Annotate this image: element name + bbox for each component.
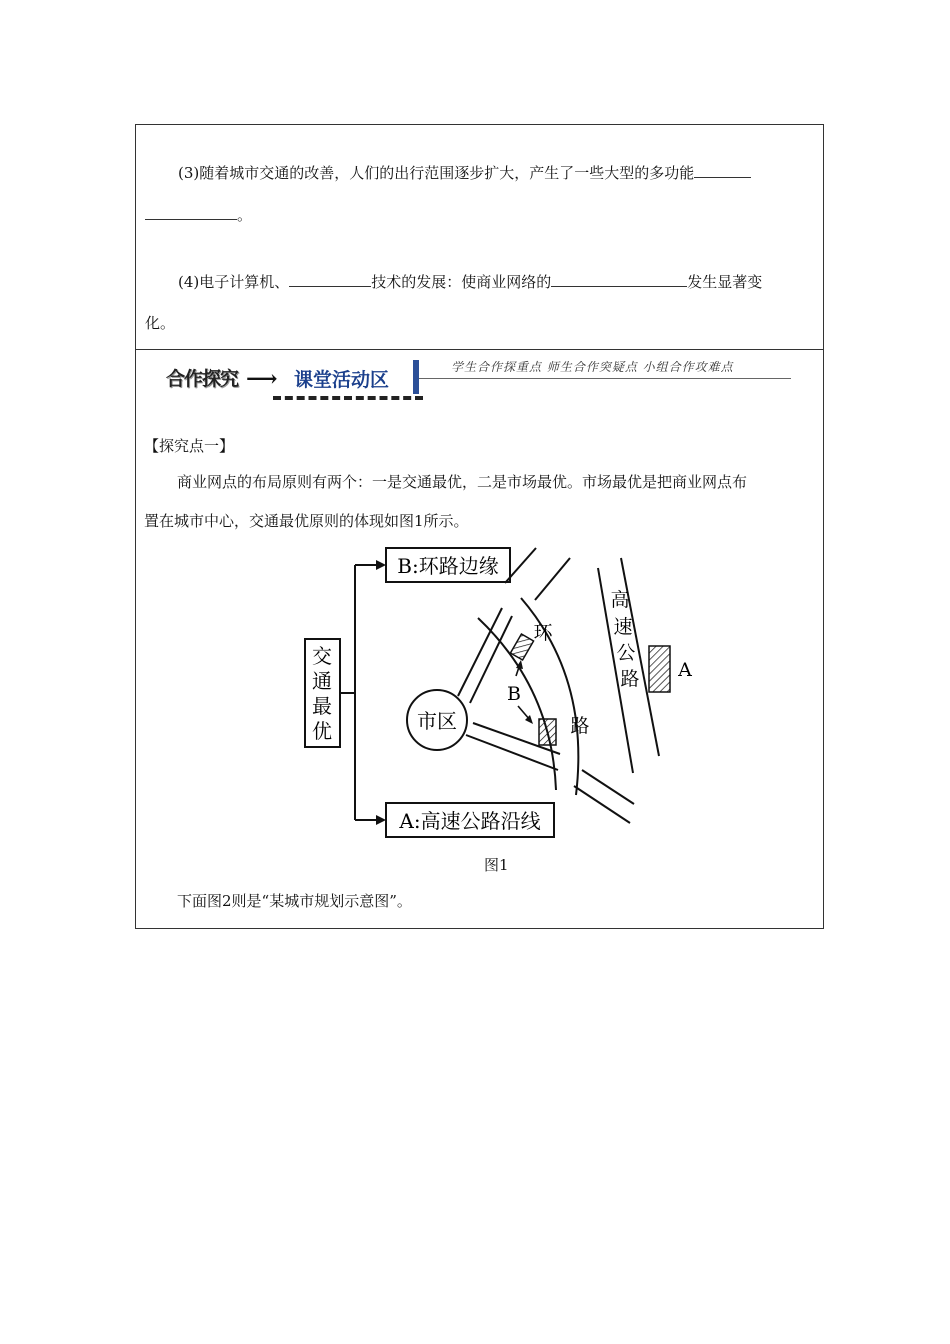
para2: 下面图2则是“某城市规划示意图”。 — [177, 892, 412, 910]
item-3-line-2 — [145, 205, 252, 225]
item-3-end: 。 — [237, 206, 253, 224]
highway-char-1: 速 — [613, 616, 633, 638]
blank-4a — [289, 272, 371, 287]
arrow-right-icon: ⟶ — [246, 366, 278, 392]
section-fill-blanks — [136, 125, 823, 350]
item-4-line-1 — [178, 272, 762, 292]
blank-3b — [145, 205, 237, 220]
label-a: A — [678, 659, 692, 681]
item-4-part-c: 发生显著变 — [687, 273, 763, 291]
highway-char-3: 路 — [620, 668, 640, 690]
item-3-text: (3)随着城市交通的改善，人们的出行范围逐步扩大，产生了一些大型的多功能 — [178, 164, 695, 182]
top-road-edge-2 — [535, 558, 570, 600]
city-label: 市区 — [417, 709, 457, 733]
banner-dashed-underline — [273, 396, 423, 400]
box-a-label: A:高速公路沿线 — [399, 809, 541, 833]
banner-left-text: 合作探究 — [166, 368, 239, 390]
figure-caption: 图1 — [484, 856, 509, 874]
left-char-3: 优 — [312, 719, 332, 743]
banner-bar — [413, 360, 419, 394]
highway-char-0: 高 — [610, 589, 630, 611]
left-char-2: 最 — [312, 694, 332, 718]
arrow-to-a-icon — [376, 815, 386, 825]
para1-line-2: 置在城市中心，交通最优原则的体现如图1所示。 — [144, 512, 469, 530]
para1-line-1: 商业网点的布局原则有两个：一是交通最优，二是市场最优。市场最优是把商业网点布 — [177, 473, 748, 491]
blank-3a — [694, 163, 751, 178]
ring-char-1: 路 — [570, 715, 590, 737]
left-char-1: 通 — [312, 669, 332, 693]
ring-char-0: 环 — [533, 622, 553, 644]
box-b-label: B:环路边缘 — [397, 554, 499, 578]
explore-heading: 【探究点一】 — [144, 437, 235, 455]
item-3-line-1 — [178, 163, 751, 183]
shop-a — [649, 646, 670, 692]
lower-road-edge-2 — [582, 770, 634, 804]
item-4-part-a: (4)电子计算机、 — [178, 273, 290, 291]
lower-road-edge-1 — [574, 786, 630, 823]
shop-b-upper — [510, 634, 533, 660]
item-4-part-b: 技术的发展：使商业网络的 — [371, 273, 552, 291]
shop-b-lower — [539, 719, 556, 745]
activity-banner — [161, 356, 791, 406]
blank-4b — [551, 272, 687, 287]
label-b: B — [507, 683, 521, 705]
figure-1-diagram — [290, 538, 720, 842]
banner-right-text: 学生合作探重点 师生合作突疑点 小组合作攻难点 — [451, 360, 734, 374]
item-4-line-2: 化。 — [145, 314, 176, 332]
highway-char-2: 公 — [616, 642, 636, 664]
banner-rule — [419, 378, 791, 379]
banner-title: 课堂活动区 — [294, 369, 390, 391]
arrow-to-b-icon — [376, 560, 386, 570]
left-char-0: 交 — [312, 644, 332, 668]
